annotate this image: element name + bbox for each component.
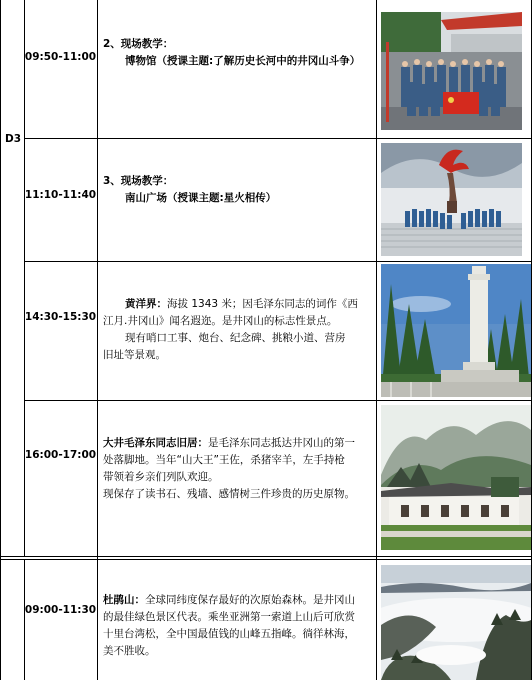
grid-line (0, 556, 532, 557)
day-label: D3 (5, 133, 22, 145)
activity-line: 南山广场（授课主题:星火相传） (125, 192, 277, 204)
activity-lead: 杜鹃山： (103, 594, 145, 606)
activity-line: 的最佳绿色景区代表。乘坐亚洲第一索道上山后可欣赏 (103, 611, 355, 623)
time-slot: 16:00-17:00 (24, 449, 97, 461)
grid-line (0, 0, 1, 680)
activity-text (103, 173, 375, 207)
time-slot: 09:00-11:30 (24, 604, 97, 616)
activity-text (103, 296, 375, 364)
activity-line: 是毛泽东同志抵达井冈山的第一 (208, 437, 355, 449)
activity-heading: 3、现场教学： (103, 175, 174, 187)
activity-text (103, 435, 375, 503)
grid-line (24, 261, 532, 262)
activity-line: 全球同纬度保存最好的次原始森林。是井冈山 (145, 594, 355, 606)
activity-line: 处落脚地。当年“山大王”王佐，杀猪宰羊，左手持枪 (103, 454, 345, 466)
monument-photo (381, 264, 531, 397)
activity-heading: 2、现场教学： (103, 38, 174, 50)
activity-line: 现有哨口工事、炮台、纪念碑、挑粮小道、营房 (125, 332, 346, 344)
grid-line (24, 400, 532, 401)
grid-line (24, 138, 532, 139)
museum-group-photo (381, 12, 522, 130)
activity-line: 海拔 1343 米；因毛泽东同志的词作《西 (167, 298, 358, 310)
time-slot: 09:50-11:00 (24, 51, 97, 63)
activity-line: 博物馆（授课主题:了解历史长河中的井冈山斗争） (125, 55, 361, 67)
activity-line: 现保存了读书石、残墙、感情树三件珍贵的历史原物。 (103, 488, 355, 500)
activity-line: 旧址等景观。 (103, 349, 166, 361)
activity-lead: 大井毛泽东同志旧居： (103, 437, 208, 449)
grid-line (376, 0, 377, 680)
grid-line (24, 559, 25, 680)
activity-line: 江月.井冈山》闻名遐迩。是井冈山的标志性景点。 (103, 315, 338, 327)
time-slot: 11:10-11:40 (24, 189, 97, 201)
activity-line: 美不胜收。 (103, 645, 156, 657)
activity-line: 带领着乡亲们列队欢迎。 (103, 471, 219, 483)
grid-line (24, 0, 25, 556)
grid-line (0, 559, 532, 560)
activity-line: 十里台湾松，全中国最值钱的山峰五指峰。徜徉林海， (103, 628, 355, 640)
time-slot: 14:30-15:30 (24, 311, 97, 323)
torch-monument-group-photo (381, 143, 522, 256)
sea-of-clouds-photo (381, 565, 531, 680)
former-residence-photo (381, 405, 531, 550)
grid-line (97, 0, 98, 680)
activity-text (103, 592, 375, 660)
activity-lead: 黄洋界： (125, 298, 167, 310)
activity-text (103, 36, 375, 70)
